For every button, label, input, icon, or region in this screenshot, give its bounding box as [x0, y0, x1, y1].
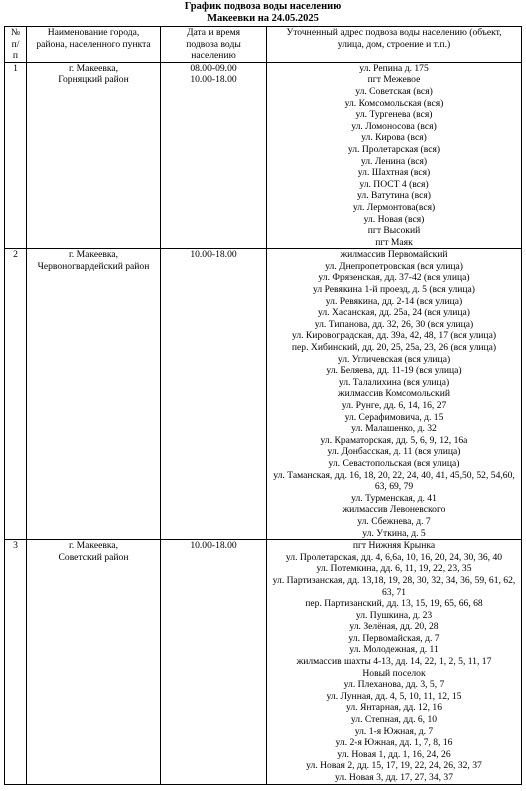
address-cell: [267, 540, 522, 784]
address-line: ул. Зелёная, дд. 20, 28: [349, 621, 439, 633]
row-number-cell: [5, 540, 27, 784]
address-line: пгт Высокий: [367, 225, 421, 237]
time-cell: [161, 540, 267, 784]
address-line: ул. Пролетарская (вся): [347, 143, 441, 155]
address-line: ул. Пролетарская, дд. 4, 6,6а, 10, 16, 20, 24, 30, 36, 40: [285, 551, 503, 563]
row-number: 2: [13, 249, 18, 261]
address-line: ул. Типанова, дд. 32, 26, 30 (вся улица): [314, 318, 474, 330]
row-number: 3: [13, 540, 18, 552]
document-title: [0, 0, 526, 25]
time-line: 08.00-09.00: [190, 62, 237, 74]
address-line: ул. Ломоносова (вся): [351, 120, 437, 132]
address-line: ул. Днепропетровская (вся улица): [325, 260, 463, 272]
address-line: ул. Донбасская, д. 11 (вся улица): [327, 446, 461, 458]
address-line: ул. Серафимовича, д. 15: [344, 411, 444, 423]
address-line: ул. Плеханова, дд. 3, 5, 7: [343, 679, 445, 691]
place-line: г. Макеевка,: [68, 62, 119, 74]
place-line: Горняцкий район: [58, 74, 129, 86]
address-line: ул. Новая 3, дд. 17, 27, 34, 37: [334, 772, 454, 783]
address-line: ул. 2-я Южная, дд. 1, 7, 8, 16: [335, 737, 453, 749]
address-line: жилмассив Комсомольский: [338, 388, 450, 400]
time-line: 10.00-18.00: [190, 540, 237, 552]
address-line: ул. Молодежная, д. 11: [349, 644, 439, 656]
place-line: Советский район: [58, 551, 129, 563]
address-line: ул. Партизанская, дд. 13,18, 19, 28, 30, 32, 34, 36, 59, 61, 62, 63, 71: [272, 574, 516, 598]
address-line: ул. Лермонтова(вся): [352, 201, 436, 213]
table-row: [5, 540, 522, 784]
address-line: ул. Потемкина, дд. 6, 11, 19, 22, 23, 35: [316, 563, 472, 575]
title-line-2: Макеевки на 24.05.2025: [207, 13, 319, 24]
table-row: [5, 62, 522, 249]
address-line: жилмассив шахты 4-13, дд. 14, 22, 1, 2, 5, 11, 17: [296, 656, 492, 668]
address-line: ул. Новая 2, дд. 15, 17, 19, 22, 24, 26, 32, 37: [306, 760, 482, 772]
time-line: 10.00-18.00: [190, 249, 237, 261]
time-cell: [161, 62, 267, 249]
address-line: ул. Кирова (вся): [361, 132, 427, 144]
address-line: жилмассив Первомайский: [340, 249, 448, 261]
address-line: ул. Шахтная (вся): [357, 167, 431, 179]
address-line: ул. Сбежнева, д. 7: [357, 515, 431, 527]
header-place: Наименование города, района, населенного пункта: [27, 27, 161, 63]
title-line-1: График подвоза воды населению: [184, 1, 342, 12]
table-body: [5, 62, 522, 784]
address-line: ул. Советская (вся): [355, 85, 433, 97]
table-header-row: [5, 27, 522, 63]
table-row: [5, 249, 522, 540]
address-line: ул. Севастопольская (вся улица): [328, 457, 460, 469]
address-line: ул. Новая (вся): [363, 213, 425, 225]
address-line: ул. Турменская, д. 41: [351, 492, 437, 504]
row-number-cell: [5, 62, 27, 249]
address-line: ул. ПОСТ 4 (вся): [359, 178, 429, 190]
address-line: ул. Репина д. 175: [359, 62, 429, 74]
address-line: ул. Ленина (вся): [360, 155, 428, 167]
address-line: ул. Малашенко, д. 32: [351, 423, 437, 435]
address-line: ул. 1-я Южная, д. 7: [354, 725, 434, 737]
address-line: ул. Новая 1, дд. 1, 16, 24, 26: [337, 748, 451, 760]
time-cell: [161, 249, 267, 540]
row-number: 1: [13, 62, 18, 74]
address-line: ул. Беляева, дд. 11-19 (вся улица): [326, 365, 462, 377]
address-line: ул. Таманская, дд. 16, 18, 20, 22, 24, 40, 41, 45,50, 52, 54,60, 63, 69, 79: [273, 469, 515, 493]
address-line: ул. Уткина, д. 5: [362, 527, 426, 539]
address-line: пер. Партизанский, дд. 13, 15, 19, 65, 66, 68: [305, 598, 483, 610]
address-line: пгт Межевое: [367, 74, 421, 86]
address-line: ул. Пушкина, д. 23: [355, 609, 433, 621]
header-address: Уточненный адрес подвоза воды населению (объект, улица, дом, строение и т.п.): [267, 27, 522, 63]
address-line: ул. Угличевская (вся улица): [337, 353, 451, 365]
address-line: ул. Кировоградская, дд. 39а, 42, 48, 17 (вся улица): [291, 330, 497, 342]
address-line: ул. Хасанская, дд. 25а, 24 (вся улица): [318, 307, 470, 319]
address-line: пгт Маяк: [375, 236, 413, 248]
address-line: пер. Хибинский, дд. 20, 25, 25а, 23, 26 (вся улица): [291, 342, 497, 354]
water-schedule-table: [4, 26, 522, 785]
place-cell: [27, 62, 161, 249]
address-cell: [267, 62, 522, 249]
place-cell: [27, 249, 161, 540]
address-line: ул. Ватутина (вся): [357, 190, 431, 202]
place-line: Червоногвардейский район: [37, 260, 150, 272]
address-line: ул. Первомайская, д. 7: [348, 632, 440, 644]
address-line: ул. Ревякина, дд. 2-14 (вся улица): [325, 295, 463, 307]
header-num: № п/ п: [5, 27, 27, 63]
address-line: ул. Степная, дд. 6, 10: [350, 714, 438, 726]
row-number-cell: [5, 249, 27, 540]
place-line: г. Макеевка,: [68, 540, 119, 552]
address-line: ул. Тургенева (вся): [355, 109, 433, 121]
address-line: пгт Нижняя Крынка: [352, 540, 436, 552]
address-line: ул. Комсомольская (вся): [344, 97, 444, 109]
address-line: Новый поселок: [362, 667, 426, 679]
address-line: ул Ревякина 1-й проезд, д. 5 (вся улица): [313, 284, 475, 296]
address-line: ул. Краматорская, дд. 5, 6, 9, 12, 16а: [320, 434, 468, 446]
header-time: Дата и время подвоза воды населению: [161, 27, 267, 63]
address-line: ул. Рунге, дд. 6, 14, 16, 27: [341, 400, 447, 411]
address-line: ул. Фрязенская, дд. 37-42 (вся улица): [318, 272, 470, 284]
address-line: ул. Талалихина (вся улица): [338, 376, 450, 388]
time-line: 10.00-18.00: [190, 74, 237, 86]
address-line: ул. Янтарная, дд. 12, 16: [345, 702, 442, 714]
address-line: ул. Лунная, дд. 4, 5, 10, 11, 12, 15: [326, 690, 462, 702]
place-cell: [27, 540, 161, 784]
place-line: г. Макеевка,: [68, 249, 119, 261]
address-line: жилмассив Левоневского: [342, 504, 446, 516]
address-cell: [267, 249, 522, 540]
